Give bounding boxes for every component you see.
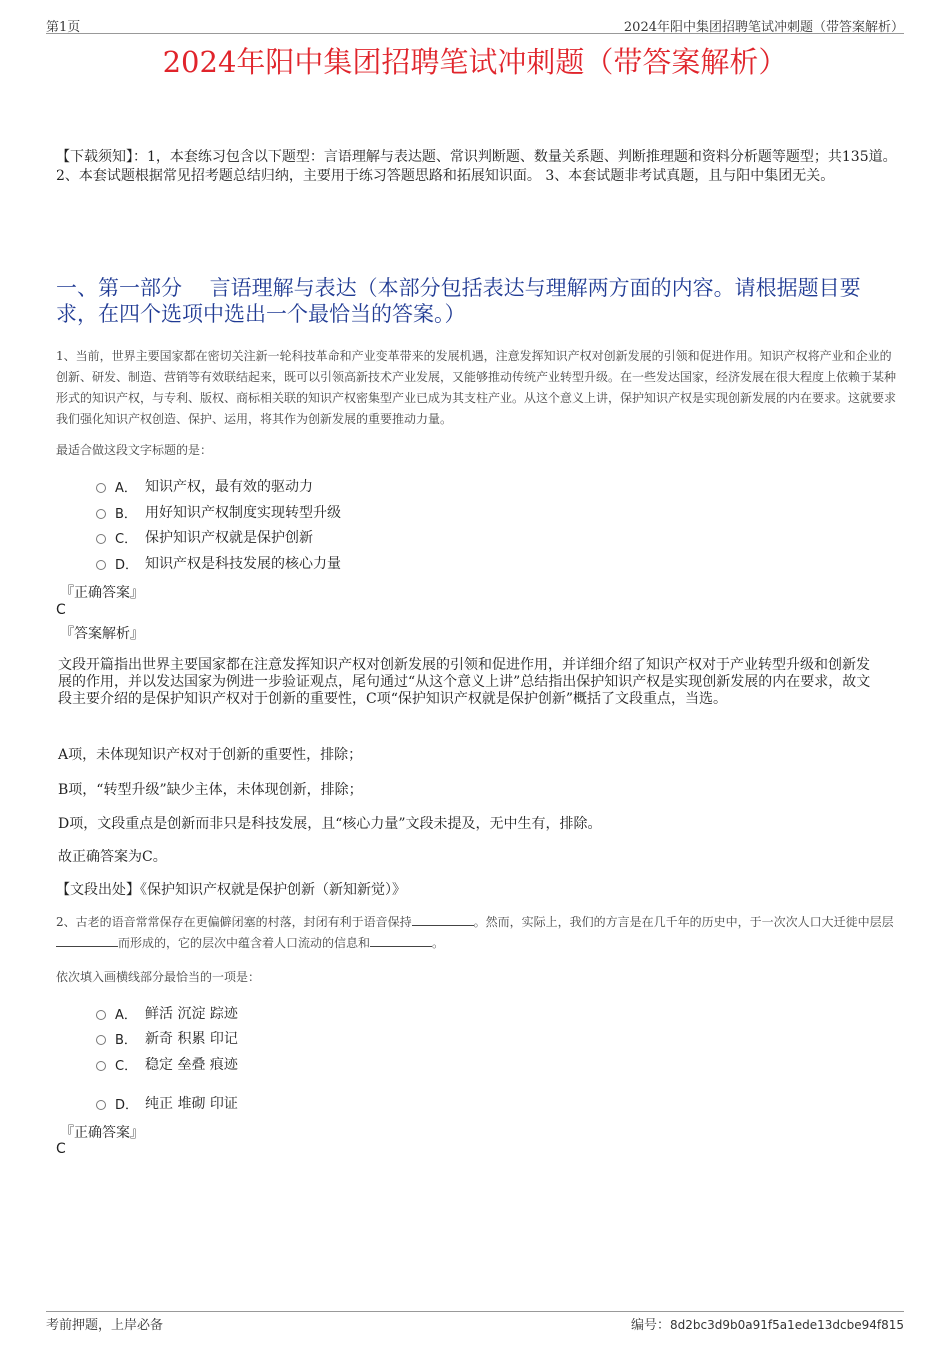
- option-letter: B．: [115, 1032, 137, 1048]
- radio-icon[interactable]: [96, 1010, 106, 1020]
- question-1-stem: 1、当前，世界主要国家都在密切关注新一轮科技革命和产业变革带来的发展机遇，注意发挥知识产权对创新发展的引领和促进作用。知识产权将产业和企业的创新、研发、制造、营销等有效联结起来，既可以引领高新技术产业发展，又能够推动传统产业转型升级。在一些发达国家，经济发展在很大程度上依赖于某种形式的知识产权，与专利、版权、商标相关联的知识产权密集型产业已成为其支柱产业。从这个意义上讲，保护知识产权是实现创新发展的内在要求。这就要求我们强化知识产权创造、保护、运用，将其作为创新发展的重要推动力量。: [56, 349, 897, 426]
- question-2-option-a[interactable]: [96, 1003, 238, 1023]
- question-1-option-a[interactable]: [96, 476, 313, 496]
- question-2-answer: C: [56, 1141, 66, 1157]
- option-text: 知识产权，最有效的驱动力: [145, 479, 313, 495]
- question-2-option-d[interactable]: [96, 1093, 238, 1113]
- option-text: 用好知识产权制度实现转型升级: [145, 505, 341, 521]
- question-1-option-b[interactable]: [96, 502, 341, 522]
- question-2-answer-label: 『正确答案』: [60, 1125, 144, 1141]
- option-text: 保护知识产权就是保护创新: [145, 530, 313, 546]
- option-letter: D．: [115, 557, 139, 573]
- option-letter: A．: [115, 1007, 137, 1023]
- option-letter: C．: [115, 531, 138, 547]
- download-notice: 【下载须知】：1，本套练习包含以下题型：言语理解与表达题、常识判断题、数量关系题、判断推理题和资料分析题等题型；共135道。 2、本套试题根据常见招考题总结归纳，主要用于练习答题思路和拓展知识面。 3、本套试题非考试真题，且与阳中集团无关。: [56, 149, 897, 184]
- footer-code: [631, 1314, 904, 1333]
- question-2-prompt: 依次填入画横线部分最恰当的一项是：: [56, 970, 261, 984]
- blank-1[interactable]: [412, 913, 474, 926]
- blank-2[interactable]: [56, 934, 118, 947]
- question-1-conclusion: 故正确答案为C。: [58, 849, 167, 865]
- question-1-option-c[interactable]: [96, 527, 313, 547]
- page-title: 2024年阳中集团招聘笔试冲刺题（带答案解析）: [162, 45, 788, 79]
- question-1-analysis-label: 『答案解析』: [60, 626, 144, 642]
- question-2-option-c[interactable]: [96, 1054, 238, 1074]
- radio-icon[interactable]: [96, 1100, 106, 1110]
- header-doc-title: 2024年阳中集团招聘笔试冲刺题（带答案解析）: [623, 20, 904, 35]
- question-2-stem-part-3: 而形成的，它的层次中蕴含着人口流动的信息和: [118, 936, 371, 950]
- question-1-option-d[interactable]: [96, 553, 341, 573]
- option-letter: D．: [115, 1097, 139, 1113]
- option-letter: C．: [115, 1058, 138, 1074]
- question-2-stem: [56, 912, 901, 954]
- question-2-stem-part-2: 。然而，实际上，我们的方言是在几千年的历史中，于一次次人口大迁徙中层层: [473, 915, 894, 929]
- footer-slogan: 考前押题，上岸必备: [46, 1318, 164, 1333]
- footer-code-value: 8d2bc3d9b0a91f5a1ede13dcbe94f815: [670, 1318, 904, 1332]
- option-text: 知识产权是科技发展的核心力量: [145, 556, 341, 572]
- question-1-analysis: 文段开篇指出世界主要国家都在注意发挥知识产权对创新发展的引领和促进作用，并详细介绍了知识产权对于产业转型升级和创新发展的作用，并以发达国家为例进一步验证观点，尾句通过“从这个意义上讲”总结指出保护知识产权是实现创新发展的内在要求，故文段主要介绍的是保护知识产权对于创新的重要性，C项“保护知识产权就是保护创新”概括了文段重点，当选。: [58, 657, 871, 707]
- question-2-stem-part-4: 。: [432, 936, 445, 950]
- question-1-answer: C: [56, 602, 66, 618]
- question-2-option-b[interactable]: [96, 1028, 238, 1048]
- radio-icon[interactable]: [96, 1061, 106, 1071]
- option-text: 鲜活 沉淀 踪迹: [145, 1006, 238, 1022]
- radio-icon[interactable]: [96, 509, 106, 519]
- section-title: 一、第一部分 言语理解与表达（本部分包括表达与理解两方面的内容。请根据题目要求，在四个选项中选出一个最恰当的答案。）: [56, 276, 861, 326]
- radio-icon[interactable]: [96, 560, 106, 570]
- question-1-analysis-a: A项，未体现知识产权对于创新的重要性，排除；: [58, 747, 363, 763]
- radio-icon[interactable]: [96, 483, 106, 493]
- option-letter: B．: [115, 506, 137, 522]
- question-2-stem-part-1: 2、古老的语音常常保存在更偏僻闭塞的村落，封闭有利于语音保持: [56, 915, 412, 929]
- option-letter: A．: [115, 480, 137, 496]
- page-number: 第1页: [46, 20, 81, 35]
- option-text: 新奇 积累 印记: [145, 1031, 238, 1047]
- option-text: 纯正 堆砌 印证: [145, 1096, 238, 1112]
- footer-code-label: 编号：: [631, 1318, 671, 1333]
- radio-icon[interactable]: [96, 534, 106, 544]
- radio-icon[interactable]: [96, 1035, 106, 1045]
- footer-divider: [46, 1311, 904, 1312]
- question-1-analysis-d: D项，文段重点是创新而非只是科技发展，且“核心力量”文段未提及，无中生有，排除。: [58, 816, 602, 832]
- blank-3[interactable]: [370, 934, 432, 947]
- question-1-answer-label: 『正确答案』: [60, 585, 144, 601]
- option-text: 稳定 垒叠 痕迹: [145, 1057, 238, 1073]
- question-1-prompt: 最适合做这段文字标题的是：: [56, 443, 213, 457]
- question-1-source: 【文段出处】《保护知识产权就是保护创新（新知新觉）》: [56, 882, 406, 898]
- question-1-analysis-b: B项，“转型升级”缺少主体，未体现创新，排除；: [58, 782, 363, 798]
- header-divider: [46, 33, 904, 34]
